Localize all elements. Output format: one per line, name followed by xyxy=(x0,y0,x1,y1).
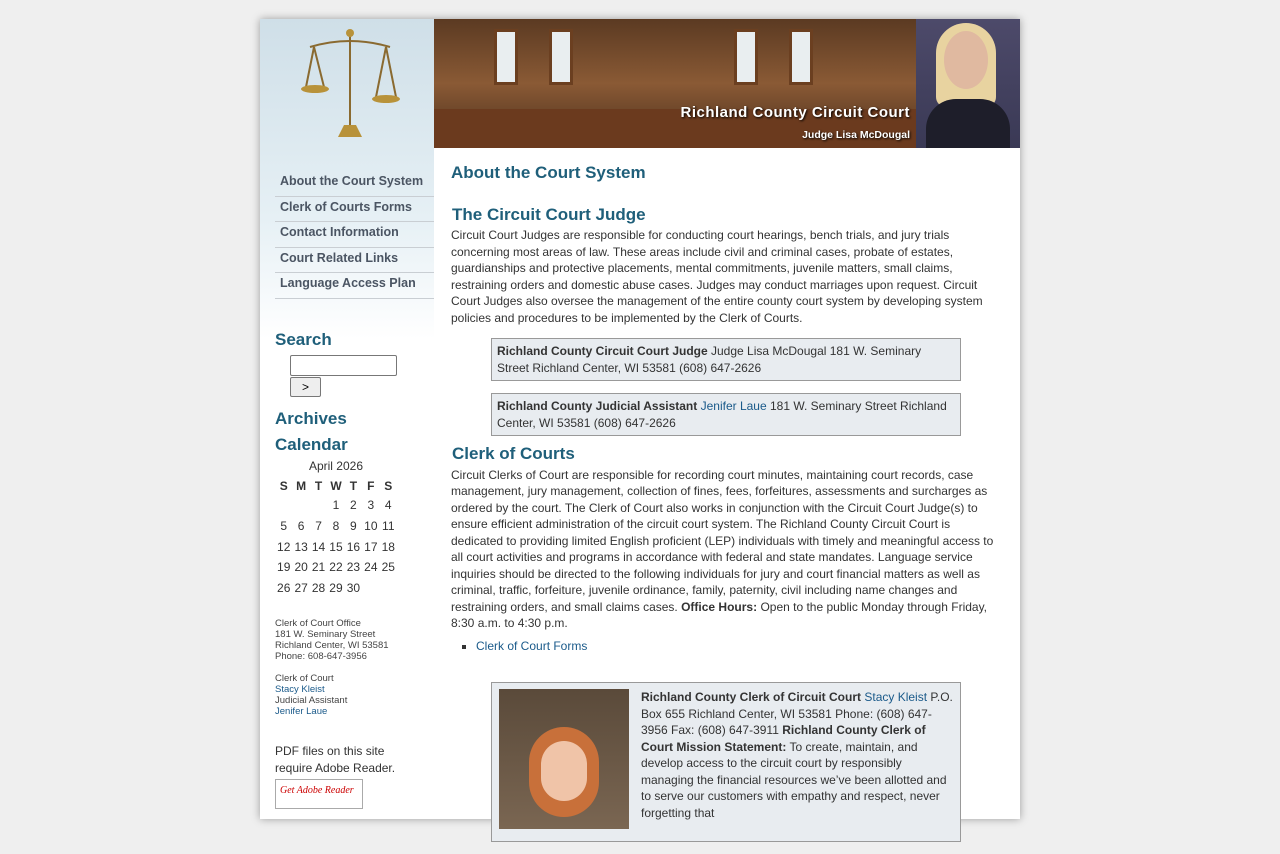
calendar-day xyxy=(275,495,292,516)
search-input[interactable] xyxy=(290,355,397,376)
judge-heading: The Circuit Court Judge xyxy=(452,204,646,224)
judge-contact-box xyxy=(491,338,961,381)
calendar-day: 7 xyxy=(315,519,322,534)
site-subtitle: Judge Lisa McDougal xyxy=(802,129,910,141)
calendar-day: 18 xyxy=(381,539,395,554)
nav-contact-information[interactable]: Contact Information xyxy=(275,222,434,248)
calendar-day: 22 xyxy=(329,560,343,575)
clerk-photo xyxy=(499,689,629,829)
calendar-week xyxy=(275,578,397,599)
nav-language-access-plan[interactable]: Language Access Plan xyxy=(275,273,434,299)
calendar-day: 2 xyxy=(350,498,357,513)
clerk-text: Circuit Clerks of Court are responsible for recording court minutes, maintaining court records, case management, jury management, collection of fines, fees, forfeitures, assessments and surcharges as ordered by the court. The Clerk of Court also works in conjunction with the Circuit Court Judge(s) to ensure efficient administration of the circuit court system. The Richland County Circuit Court is dedicated to providing limited English proficient (LEP) individuals with timely and meaningful access to all court activities and programs in accordance with federal and state mandates. Language service inquiries should be directed to the following individuals for jury and court financial matters as well as criminal, traffic, forfeiture, juvenile ordinance, family, paternity, civil including name changes and restraining orders, and small claims cases. xyxy=(451,467,994,614)
pdf-note: PDF files on this site require Adobe Reader. xyxy=(275,744,396,775)
box-text: Judge Lisa McDougal 181 W. Seminary Street Richland Center, WI 53581 (608) 647-2626 xyxy=(497,344,922,375)
mission-text: To create, maintain, and develop access to the circuit court by responsibly managing the financial resources we’ve been allotted and to serve our customers with empathy and respect, never forgetting that xyxy=(641,739,947,820)
calendar-day: 29 xyxy=(329,581,343,596)
calendar-day: 21 xyxy=(311,560,326,575)
office-info xyxy=(275,618,389,717)
window-decor xyxy=(734,29,758,85)
calendar-day: 14 xyxy=(311,539,326,554)
window-decor xyxy=(494,29,518,85)
office-line: 181 W. Seminary Street xyxy=(275,629,376,640)
calendar-day: 16 xyxy=(346,539,361,554)
assistant-name-link[interactable]: Jenifer Laue xyxy=(275,706,328,717)
calendar-day: 4 xyxy=(384,498,392,513)
calendar-day: 1 xyxy=(332,498,340,513)
calendar-day: 20 xyxy=(294,560,308,575)
nav-clerk-forms[interactable]: Clerk of Courts Forms xyxy=(275,197,434,223)
archives-link[interactable]: Archives xyxy=(275,409,347,428)
assistant-link[interactable]: Jenifer Laue xyxy=(700,399,767,413)
calendar-week xyxy=(275,536,397,557)
get-adobe-reader-button[interactable] xyxy=(275,779,363,809)
box-text: 181 W. Seminary Street Richland Center, WI 53581 (608) 647-2626 xyxy=(497,399,947,430)
calendar-day: 27 xyxy=(294,581,308,596)
calendar-day: 23 xyxy=(346,560,361,575)
box-label: Richland County Judicial Assistant xyxy=(497,399,698,413)
calendar-day: 13 xyxy=(294,539,308,554)
assistant-label: Judicial Assistant xyxy=(275,695,348,706)
calendar-caption: April 2026 xyxy=(308,459,364,473)
calendar-day: 26 xyxy=(277,581,291,596)
nav-about-court-system[interactable]: About the Court System xyxy=(275,171,434,197)
clerk-contact-box xyxy=(491,682,961,842)
adobe-badge-text: Get Adobe Reader xyxy=(280,785,354,796)
calendar-day: 24 xyxy=(364,560,378,575)
calendar-day: 28 xyxy=(311,581,326,596)
assistant-contact-box xyxy=(491,393,961,436)
weekday-header: T xyxy=(349,478,358,493)
header-banner xyxy=(434,19,1020,148)
hours-text: Open to the public Monday through Friday, 8:30 a.m. to 4:30 p.m. xyxy=(451,599,988,630)
calendar-day: 19 xyxy=(277,560,291,575)
office-line: Clerk of Court Office xyxy=(275,618,361,629)
calendar-day: 15 xyxy=(329,539,343,554)
calendar-day: 9 xyxy=(350,519,357,534)
calendar-day: 12 xyxy=(277,539,291,554)
calendar-day: 17 xyxy=(364,539,378,554)
main-content xyxy=(451,165,1001,854)
clerk-heading: Clerk of Courts xyxy=(452,444,575,463)
calendar-day: 3 xyxy=(367,498,375,513)
box-text: P.O. Box 655 Richland Center, WI 53581 Phone: (608) 647-3956 Fax: (608) 647-3911 xyxy=(641,690,953,737)
calendar-heading: Calendar xyxy=(275,435,348,454)
calendar-day: 5 xyxy=(280,519,288,534)
office-line: Richland Center, WI 53581 xyxy=(275,640,389,651)
clerk-label: Clerk of Court xyxy=(275,673,334,684)
clerk-paragraph xyxy=(451,467,1001,632)
office-line: Phone: 608-647-3956 xyxy=(275,651,367,662)
calendar-day: 8 xyxy=(332,519,340,534)
box-label: Richland County Circuit Court Judge xyxy=(497,344,708,358)
weekday-header: W xyxy=(330,478,342,493)
weekday-header: T xyxy=(314,478,323,493)
mission-label: Richland County Clerk of Court Mission Statement: xyxy=(641,723,926,754)
weekday-header: F xyxy=(367,478,375,493)
window-decor xyxy=(789,29,813,85)
calendar-day: 11 xyxy=(382,519,395,534)
pdf-note-block xyxy=(275,743,405,809)
calendar-day xyxy=(310,495,327,516)
calendar xyxy=(275,459,397,598)
clerk-forms-link[interactable]: Clerk of Court Forms xyxy=(476,638,588,653)
clerk-link[interactable]: Stacy Kleist xyxy=(864,690,928,704)
sidebar xyxy=(260,19,434,819)
calendar-day: 6 xyxy=(297,519,305,534)
nav-court-related-links[interactable]: Court Related Links xyxy=(275,248,434,274)
calendar-week xyxy=(275,516,397,537)
calendar-day xyxy=(362,578,379,599)
weekday-header: S xyxy=(384,478,393,493)
calendar-day xyxy=(380,578,397,599)
calendar-week xyxy=(275,495,397,516)
weekday-header: S xyxy=(279,478,288,493)
calendar-day: 30 xyxy=(346,581,361,596)
search-heading: Search xyxy=(275,330,332,349)
weekday-header: M xyxy=(296,478,307,493)
calendar-day: 10 xyxy=(364,519,378,534)
search-button[interactable]: > xyxy=(290,377,321,397)
judge-photo xyxy=(916,19,1020,148)
calendar-day: 25 xyxy=(381,560,395,575)
window-decor xyxy=(549,29,573,85)
box-label: Richland County Clerk of Circuit Court xyxy=(641,690,862,704)
calendar-week xyxy=(275,557,397,578)
judge-paragraph: Circuit Court Judges are responsible for conducting court hearings, bench trials, and jury trials concerning most areas of law. These areas include civil and criminal cases, probate of estates, guardianships and protective placements, mental commitments, juvenile matters, small claims, restraining orders and domestic abuse cases. Judges may conduct marriages upon request. Circuit Court Judges also oversee the management of the entire county court system by developing system policies and procedures to be implemented by the Clerk of Courts. xyxy=(451,228,983,325)
clerk-name-link[interactable]: Stacy Kleist xyxy=(275,684,325,695)
calendar-day xyxy=(292,495,309,516)
page-wrapper xyxy=(260,19,1020,819)
site-title: Richland County Circuit Court xyxy=(680,104,910,121)
main-nav xyxy=(275,171,434,299)
hours-label: Office Hours: xyxy=(681,599,758,614)
page-title: About the Court System xyxy=(451,163,646,182)
scales-of-justice-logo xyxy=(300,25,400,140)
